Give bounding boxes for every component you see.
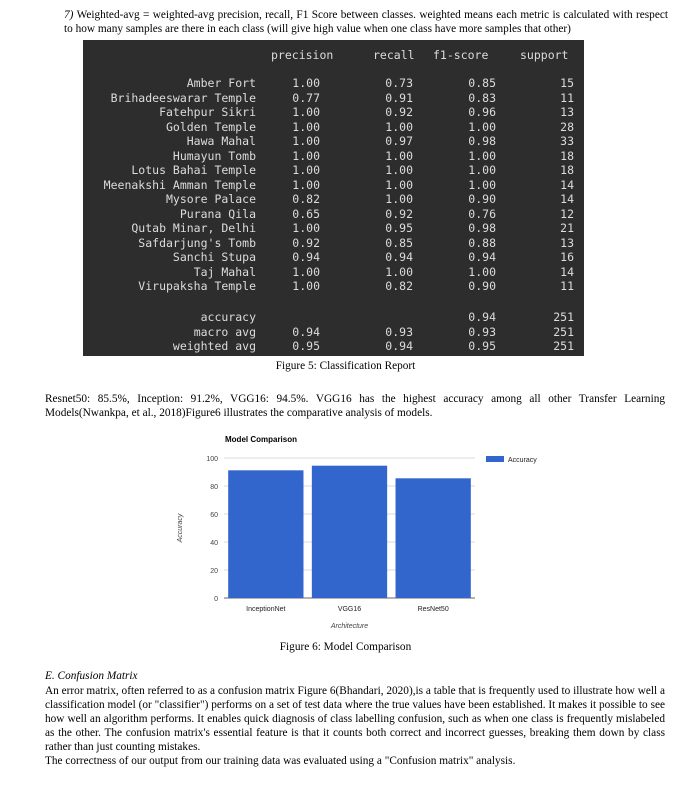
row-label: Brihadeeswarar Temple	[110, 90, 256, 105]
summary-f1: 0.93	[468, 324, 496, 339]
row-recall: 0.94	[385, 250, 413, 264]
row-precision: 1.00	[292, 177, 320, 192]
summary-f1: 0.95	[468, 339, 496, 353]
list-number: 7)	[64, 9, 74, 21]
row-precision: 0.82	[292, 192, 320, 206]
row-support: 18	[560, 148, 574, 163]
row-support: 28	[560, 119, 574, 134]
y-axis-label: Accuracy	[177, 513, 184, 543]
row-support: 11	[560, 279, 574, 293]
row-recall: 1.00	[385, 163, 413, 177]
row-f1: 0.90	[468, 279, 496, 293]
row-f1: 0.83	[468, 90, 496, 105]
row-f1: 0.98	[468, 221, 496, 235]
row-f1: 0.96	[468, 105, 496, 119]
row-recall: 0.73	[385, 76, 413, 90]
row-recall: 1.00	[385, 264, 413, 279]
y-tick-label: 20	[210, 568, 218, 575]
row-support: 15	[560, 76, 574, 90]
row-label: Golden Temple	[165, 119, 256, 134]
header-support: support	[520, 48, 569, 62]
row-support: 14	[560, 177, 574, 192]
row-recall: 0.82	[385, 279, 413, 293]
chart-title: Model Comparison	[225, 435, 298, 444]
summary-support: 251	[553, 339, 574, 353]
figure5-caption: Figure 5: Classification Report	[275, 360, 416, 372]
row-precision: 1.00	[292, 148, 320, 163]
header-precision: precision	[271, 48, 334, 62]
intro-text: Weighted-avg = weighted-avg precision, recall, F1 Score between classes. weighted means each metric is calculated with respect to how many samples are there in each class (will give high value when one class have more samples that other)	[64, 9, 668, 35]
y-tick-label: 60	[210, 512, 218, 519]
row-precision: 0.65	[292, 206, 320, 221]
row-support: 18	[560, 163, 574, 177]
summary-support: 251	[553, 324, 574, 339]
row-support: 14	[560, 264, 574, 279]
row-precision: 0.92	[292, 235, 320, 250]
model-comparison-chart	[170, 428, 550, 638]
row-support: 16	[560, 250, 574, 264]
row-label: Fatehpur Sikri	[159, 105, 256, 119]
row-label: Sanchi Stupa	[172, 250, 256, 264]
row-recall: 1.00	[385, 192, 413, 206]
row-recall: 0.85	[385, 235, 413, 250]
row-f1: 0.90	[468, 192, 496, 206]
intro-paragraph	[64, 8, 668, 36]
row-label: Virupaksha Temple	[138, 279, 256, 293]
confusion-matrix-text: An error matrix, often referred to as a confusion matrix Figure 6(Bhandari, 2020),is a table that is frequently used to illustrate how well a classification model (or "classifier") performs on a set of test data where the true values have been established. It makes it possible to see how well an algorithm performs. It enables quick diagnosis of class labelling confusion, such as when one class is frequently mislabeled as the other. The confusion matrix's essential feature is that it counts both correct and incorrect guesses, breaking them down by class rather than just counting mistakes.	[45, 685, 665, 753]
row-precision: 1.00	[292, 279, 320, 293]
x-tick-label: VGG16	[337, 606, 362, 613]
y-tick-label: 100	[206, 456, 218, 463]
row-precision: 0.77	[292, 90, 320, 105]
row-recall: 1.00	[385, 148, 413, 163]
row-recall: 0.95	[385, 221, 413, 235]
summary-f1: 0.94	[468, 310, 496, 324]
row-label: Hawa Mahal	[186, 134, 256, 148]
row-recall: 1.00	[385, 177, 413, 192]
row-label: Amber Fort	[186, 76, 256, 90]
row-precision: 1.00	[292, 163, 320, 177]
row-f1: 0.98	[468, 134, 496, 148]
summary-label: macro avg	[193, 324, 256, 339]
row-label: Meenakshi Amman Temple	[103, 177, 256, 192]
row-f1: 0.94	[468, 250, 496, 264]
row-f1: 1.00	[468, 163, 496, 177]
section-heading: E. Confusion Matrix	[45, 670, 138, 682]
row-label: Lotus Bahai Temple	[131, 163, 256, 177]
legend-swatch	[486, 456, 504, 462]
row-precision: 1.00	[292, 76, 320, 90]
row-f1: 1.00	[468, 119, 496, 134]
results-paragraph: Resnet50: 85.5%, Inception: 91.2%, VGG16: 94.5%. VGG16 has the highest accuracy among all other Transfer Learning Models(Nwankpa, et al., 2018)Figure6 illustrates the comparative analysis of models.	[45, 393, 665, 419]
header-recall: recall	[373, 48, 415, 62]
summary-recall: 0.93	[385, 324, 413, 339]
row-precision: 1.00	[292, 105, 320, 119]
summary-label: weighted avg	[172, 339, 256, 353]
classification-report	[83, 40, 584, 356]
x-axis-label: Architecture	[330, 623, 369, 630]
figure6-caption: Figure 6: Model Comparison	[279, 641, 412, 653]
y-tick-label: 0	[214, 596, 218, 603]
row-support: 13	[560, 235, 574, 250]
row-precision: 1.00	[292, 134, 320, 148]
summary-recall: 0.94	[385, 339, 413, 353]
row-recall: 0.97	[385, 134, 413, 148]
x-tick-label: InceptionNet	[246, 606, 286, 613]
row-f1: 1.00	[468, 148, 496, 163]
row-support: 33	[560, 134, 574, 148]
row-recall: 0.92	[385, 105, 413, 119]
x-tick-label: ResNet50	[417, 606, 449, 613]
row-recall: 1.00	[385, 119, 413, 134]
row-label: Qutab Minar, Delhi	[131, 221, 256, 235]
row-precision: 0.94	[292, 250, 320, 264]
row-support: 21	[560, 221, 574, 235]
row-precision: 1.00	[292, 264, 320, 279]
bar-inceptionnet	[228, 470, 303, 598]
summary-label: accuracy	[200, 310, 256, 324]
bar-resnet50	[396, 478, 471, 598]
row-recall: 0.92	[385, 206, 413, 221]
section-paragraph	[45, 684, 665, 768]
row-label: Mysore Palace	[165, 192, 256, 206]
row-f1: 0.88	[468, 235, 496, 250]
row-support: 12	[560, 206, 574, 221]
row-support: 13	[560, 105, 574, 119]
summary-support: 251	[553, 310, 574, 324]
row-label: Purana Qila	[179, 206, 256, 221]
row-label: Safdarjung's Tomb	[138, 235, 256, 250]
closing-text: The correctness of our output from our training data was evaluated using a "Confusion matrix" analysis.	[45, 755, 516, 767]
row-precision: 1.00	[292, 221, 320, 235]
row-f1: 0.76	[468, 206, 496, 221]
summary-precision: 0.94	[292, 324, 320, 339]
row-precision: 1.00	[292, 119, 320, 134]
header-f1-score: f1-score	[433, 48, 489, 62]
row-label: Taj Mahal	[193, 264, 256, 279]
row-support: 14	[560, 192, 574, 206]
legend-label: Accuracy	[508, 457, 537, 464]
row-f1: 0.85	[468, 76, 496, 90]
bar-vgg16	[312, 466, 387, 598]
row-f1: 1.00	[468, 177, 496, 192]
summary-precision: 0.95	[292, 339, 320, 353]
bar-chart-svg	[170, 428, 550, 638]
row-recall: 0.91	[385, 90, 413, 105]
y-tick-label: 80	[210, 484, 218, 491]
y-tick-label: 40	[210, 540, 218, 547]
row-label: Humayun Tomb	[172, 148, 256, 163]
row-f1: 1.00	[468, 264, 496, 279]
row-support: 11	[560, 90, 574, 105]
